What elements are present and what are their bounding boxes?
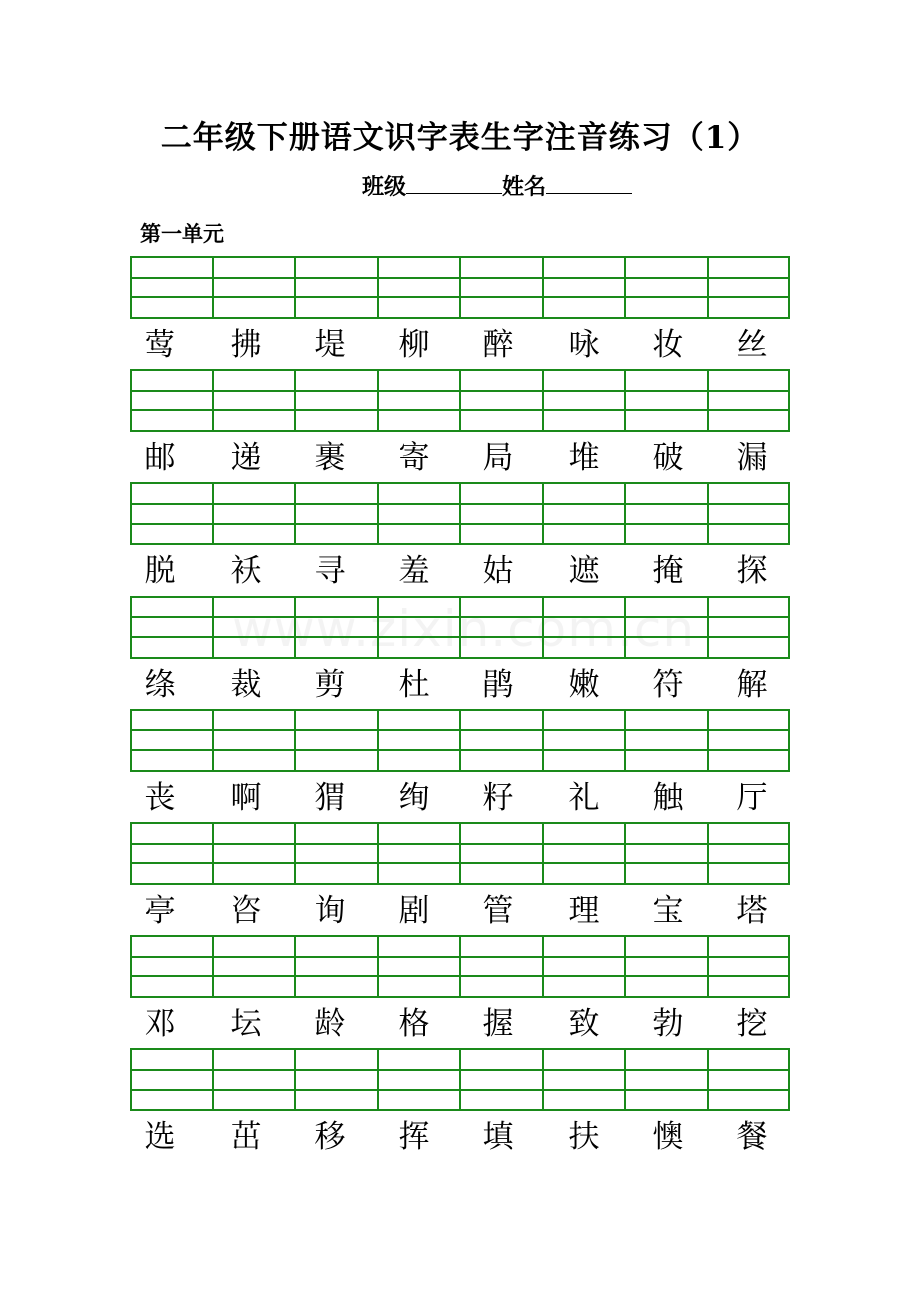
grid-cell-divider (624, 937, 626, 996)
chinese-character: 绦 (144, 666, 176, 703)
chinese-character: 姑 (482, 553, 514, 590)
grid-cell-divider (542, 1050, 544, 1109)
chinese-character: 餐 (736, 1119, 768, 1156)
practice-row (130, 709, 790, 820)
practice-row (130, 256, 790, 367)
chinese-character: 邮 (144, 440, 176, 477)
chinese-character: 脱 (144, 553, 176, 590)
grid-cell-divider (459, 598, 461, 657)
chinese-character: 管 (482, 893, 514, 929)
grid-cell-divider (707, 711, 709, 770)
chinese-character: 填 (482, 1119, 514, 1156)
character-row (130, 885, 790, 933)
grid-cell-divider (624, 258, 626, 317)
grid-cell-divider (542, 711, 544, 770)
pinyin-grid[interactable] (130, 482, 790, 545)
chinese-character: 莺 (144, 327, 176, 363)
name-label: 姓名 (502, 174, 547, 200)
chinese-character: 递 (230, 440, 262, 477)
chinese-character: 移 (314, 1119, 346, 1156)
grid-cell-divider (377, 371, 379, 430)
chinese-character: 勃 (652, 1006, 684, 1043)
chinese-character: 啊 (230, 779, 262, 816)
grid-cell-divider (294, 824, 296, 883)
chinese-character: 解 (736, 666, 768, 703)
grid-cell-divider (707, 258, 709, 317)
grid-cell-divider (212, 1050, 214, 1109)
grid-cell-divider (707, 937, 709, 996)
class-blank[interactable] (406, 171, 502, 194)
grid-cell-divider (294, 371, 296, 430)
chinese-character: 坛 (230, 1006, 262, 1043)
chinese-character: 触 (652, 779, 684, 816)
chinese-character: 挥 (398, 1119, 430, 1156)
practice-row (130, 822, 790, 933)
chinese-character: 握 (482, 1006, 514, 1043)
character-row (130, 545, 790, 593)
chinese-character: 籽 (482, 779, 514, 816)
chinese-character: 堆 (568, 440, 600, 477)
grid-cell-divider (212, 484, 214, 543)
grid-cell-divider (542, 371, 544, 430)
pinyin-grid[interactable] (130, 709, 790, 772)
practice-row (130, 596, 790, 707)
grid-cell-divider (294, 598, 296, 657)
chinese-character: 杜 (398, 666, 430, 703)
grid-cell-divider (294, 937, 296, 996)
grid-cell-divider (707, 824, 709, 883)
chinese-character: 羞 (398, 553, 430, 590)
grid-cell-divider (459, 258, 461, 317)
grid-cell-divider (542, 598, 544, 657)
grid-cell-divider (624, 371, 626, 430)
chinese-character: 挖 (736, 1006, 768, 1043)
chinese-character: 堤 (314, 327, 346, 363)
grid-cell-divider (624, 1050, 626, 1109)
grid-cell-divider (377, 598, 379, 657)
chinese-character: 猬 (314, 779, 346, 816)
grid-cell-divider (542, 937, 544, 996)
chinese-character: 龄 (314, 1006, 346, 1043)
practice-row (130, 935, 790, 1046)
grid-cell-divider (212, 937, 214, 996)
grid-cell-divider (624, 711, 626, 770)
grid-cell-divider (459, 371, 461, 430)
grid-cell-divider (624, 824, 626, 883)
chinese-character: 礼 (568, 779, 600, 816)
character-row (130, 432, 790, 480)
grid-cell-divider (624, 598, 626, 657)
chinese-character: 探 (736, 553, 768, 590)
chinese-character: 宝 (652, 893, 684, 929)
practice-row (130, 369, 790, 480)
chinese-character: 局 (482, 440, 514, 477)
grid-cell-divider (459, 711, 461, 770)
grid-cell-divider (377, 484, 379, 543)
practice-row (130, 482, 790, 593)
grid-cell-divider (377, 711, 379, 770)
character-row (130, 1111, 790, 1159)
chinese-character: 剧 (398, 893, 430, 929)
chinese-character: 塔 (736, 893, 768, 929)
grid-cell-divider (294, 711, 296, 770)
grid-cell-divider (542, 258, 544, 317)
chinese-character: 丝 (736, 327, 768, 363)
chinese-character: 厅 (736, 779, 768, 816)
chinese-character: 袄 (230, 553, 262, 590)
chinese-character: 亭 (144, 893, 176, 929)
grid-cell-divider (707, 484, 709, 543)
chinese-character: 咨 (230, 893, 262, 929)
practice-row (130, 1048, 790, 1159)
chinese-character: 符 (652, 666, 684, 703)
grid-cell-divider (377, 258, 379, 317)
page-title: 二年级下册语文识字表生字注音练习（1） (160, 120, 760, 156)
pinyin-grid[interactable] (130, 1048, 790, 1111)
grid-cell-divider (294, 258, 296, 317)
chinese-character: 理 (568, 893, 600, 929)
chinese-character: 妆 (652, 327, 684, 363)
grid-cell-divider (294, 1050, 296, 1109)
grid-cell-divider (624, 484, 626, 543)
chinese-character: 懊 (652, 1119, 684, 1156)
grid-cell-divider (459, 937, 461, 996)
character-row (130, 659, 790, 707)
chinese-character: 裁 (230, 666, 262, 703)
chinese-character: 嫩 (568, 666, 600, 703)
chinese-character: 掩 (652, 553, 684, 590)
grid-cell-divider (707, 371, 709, 430)
name-blank[interactable] (546, 171, 632, 194)
character-row (130, 319, 790, 367)
chinese-character: 咏 (568, 327, 600, 363)
chinese-character: 丧 (144, 779, 176, 816)
grid-cell-divider (377, 1050, 379, 1109)
grid-cell-divider (377, 937, 379, 996)
character-row (130, 998, 790, 1046)
grid-cell-divider (542, 484, 544, 543)
grid-cell-divider (212, 711, 214, 770)
grid-cell-divider (212, 258, 214, 317)
chinese-character: 漏 (736, 440, 768, 477)
chinese-character: 绚 (398, 779, 430, 816)
grid-cell-divider (459, 484, 461, 543)
chinese-character: 拂 (230, 327, 262, 363)
grid-cell-divider (542, 824, 544, 883)
chinese-character: 选 (144, 1119, 176, 1156)
unit-heading: 第一单元 (140, 221, 224, 246)
class-name-line (362, 170, 632, 201)
pinyin-grid[interactable] (130, 822, 790, 885)
chinese-character: 寄 (398, 440, 430, 477)
pinyin-grid[interactable] (130, 935, 790, 998)
chinese-character: 寻 (314, 553, 346, 590)
grid-cell-divider (294, 484, 296, 543)
grid-cell-divider (212, 598, 214, 657)
chinese-character: 茁 (230, 1119, 262, 1156)
chinese-character: 邓 (144, 1006, 176, 1043)
chinese-character: 剪 (314, 666, 346, 703)
chinese-character: 致 (568, 1006, 600, 1043)
grid-cell-divider (212, 824, 214, 883)
chinese-character: 询 (314, 893, 346, 929)
chinese-character: 破 (652, 440, 684, 477)
class-label: 班级 (362, 174, 407, 200)
grid-cell-divider (707, 1050, 709, 1109)
chinese-character: 裹 (314, 440, 346, 477)
chinese-character: 格 (398, 1006, 430, 1043)
grid-cell-divider (377, 824, 379, 883)
chinese-character: 扶 (568, 1119, 600, 1156)
grid-cell-divider (212, 371, 214, 430)
chinese-character: 柳 (398, 327, 430, 363)
grid-cell-divider (459, 1050, 461, 1109)
chinese-character: 遮 (568, 553, 600, 590)
pinyin-grid[interactable] (130, 596, 790, 659)
pinyin-grid[interactable] (130, 256, 790, 319)
pinyin-grid[interactable] (130, 369, 790, 432)
chinese-character: 醉 (482, 327, 514, 363)
grid-cell-divider (707, 598, 709, 657)
grid-cell-divider (459, 824, 461, 883)
chinese-character: 鹃 (482, 666, 514, 703)
character-row (130, 772, 790, 820)
